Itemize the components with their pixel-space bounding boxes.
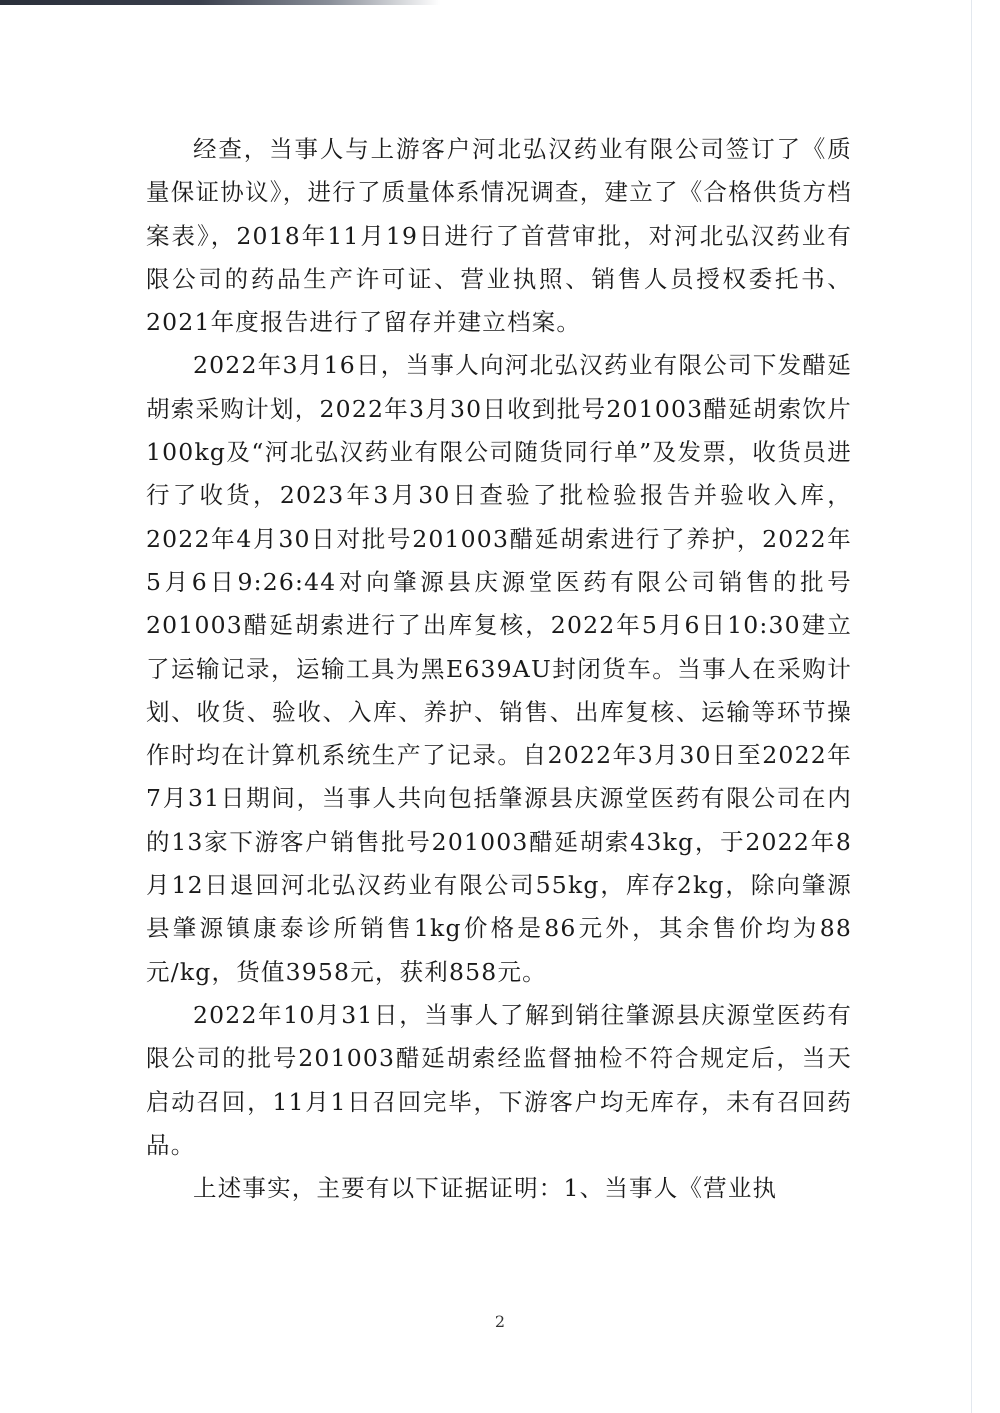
paragraph-recall: 2022年10月31日，当事人了解到销往肇源县庆源堂医药有限公司的批号201003醋延胡索经监督抽检不符合规定后，当天启动召回，11月1日召回完毕，下游客户均无库存，未有召回药品。 — [146, 1000, 852, 1159]
paragraph-purchase-and-sales-records: 2022年3月16日，当事人向河北弘汉药业有限公司下发醋延胡索采购计划，2022年3月30日收到批号201003醋延胡索饮片100kg及“河北弘汉药业有限公司随货同行单”及发票，收货员进行了收货，2023年3月30日查验了批检验报告并验收入库，2022年4月30日对批号201003醋延胡索进行了养护，2022年5月6日9:26:44对向肇源县庆源堂医药有限公司销售的批号201003醋延胡索进行了出库复核，2022年5月6日10:30建立了运输记录，运输工具为黑E639AU封闭货车。当事人在采购计划、收货、验收、入库、养护、销售、出库复核、运输等环节操作时均在计算机系统生产了记录。自2022年3月30日至2022年7月31日期间，当事人共向包括肇源县庆源堂医药有限公司在内的13家下游客户销售批号201003醋延胡索43kg，于2022年8月12日退回河北弘汉药业有限公司55kg，库存2kg，除向肇源县肇源镇康泰诊所销售1kg价格是86元外，其余售价均为88元/kg，货值3958元，获利858元。 — [146, 351, 852, 986]
document-body — [146, 128, 852, 1210]
paragraph-supplier-qualification: 经查，当事人与上游客户河北弘汉药业有限公司签订了《质量保证协议》，进行了质量体系情况调查，建立了《合格供货方档案表》，2018年11月19日进行了首营审批，对河北弘汉药业有限公司的药品生产许可证、营业执照、销售人员授权委托书、2021年度报告进行了留存并建立档案。 — [146, 135, 852, 337]
scan-edge-shadow — [0, 0, 440, 5]
page-number: 2 — [494, 1312, 506, 1331]
paragraph-evidence: 上述事实，主要有以下证据证明：1、当事人《营业执 — [193, 1174, 778, 1203]
scan-edge-line — [971, 0, 972, 1413]
